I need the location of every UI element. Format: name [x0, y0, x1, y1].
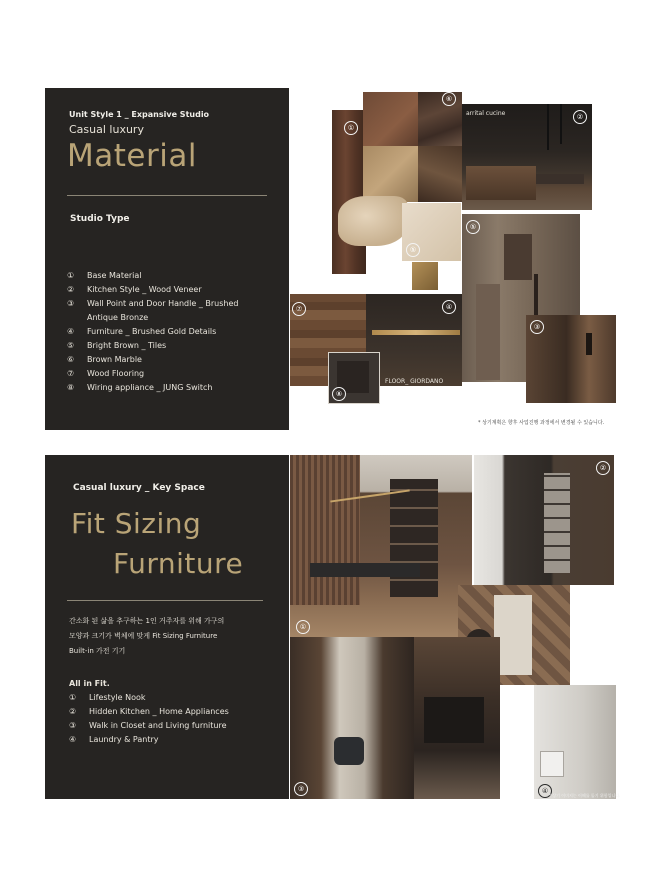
kitchen-island [536, 174, 584, 184]
kitchen-counter [466, 166, 536, 200]
list-item: ② Kitchen Style _ Wood Veneer [67, 285, 202, 294]
korean-description-line2: 모양과 크기가 벽체에 맞게 Fit Sizing Furniture [69, 632, 218, 640]
door-handle [586, 333, 592, 355]
list-item: ③ Wall Point and Door Handle _ Brushed [67, 299, 239, 308]
badge-7: ⑦ [292, 302, 306, 316]
shelf-unit [544, 473, 570, 573]
laundry-photo [534, 685, 616, 799]
furniture-disclaimer: * 상기 이미지는 이해를 돕기 위함입니다. [549, 793, 621, 798]
list-item: ⑥ Brown Marble [67, 355, 142, 364]
badge-4: ④ [442, 300, 456, 314]
furniture-divider [67, 600, 263, 601]
list-item: ⑦ Wood Flooring [67, 369, 145, 378]
badge-5b: ⑤ [466, 220, 480, 234]
pendant-light [547, 104, 549, 150]
badge-2: ② [573, 110, 587, 124]
unit-style-label: Unit Style 1 _ Expansive Studio [69, 110, 210, 119]
dark-marble-sample [418, 146, 462, 202]
furniture-subtitle: Casual luxury _ Key Space [73, 483, 205, 493]
list-item: Antique Bronze [87, 313, 149, 322]
furniture-text-panel [45, 455, 289, 799]
korean-description-line1: 간소화 된 삶을 추구하는 1인 거주자를 위해 가구의 [69, 617, 225, 625]
list-item: ⑤ Bright Brown _ Tiles [67, 341, 167, 350]
list-item: ④ Laundry & Pantry [69, 735, 159, 744]
living-room-photo [414, 637, 500, 799]
leather-sample [363, 146, 418, 202]
kitchen-photo [462, 104, 592, 210]
hidden-kitchen-photo [474, 455, 614, 585]
material-divider [67, 195, 267, 196]
desk [310, 563, 420, 577]
furniture-list [69, 691, 229, 747]
pendant-light [560, 104, 562, 144]
badge-4: ④ [538, 784, 552, 798]
bookshelf [390, 479, 438, 597]
badge-1: ① [296, 620, 310, 634]
material-disclaimer: * 상기계획은 향후 사업진행 과정에서 변경될 수 있습니다. [478, 420, 605, 426]
badge-2: ② [596, 461, 610, 475]
list-item: ① Lifestyle Nook [69, 693, 146, 702]
badge-1: ① [344, 121, 358, 135]
badge-3: ③ [294, 782, 308, 796]
badge-8: ⑧ [332, 387, 346, 401]
badge-5: ⑤ [406, 243, 420, 257]
material-subtitle: Casual luxury [69, 123, 144, 136]
kitchen-caption: arrital cucine [466, 110, 506, 117]
wall-niche [504, 234, 532, 280]
gold-strip [372, 330, 460, 335]
floor-caption: FLOOR_ GIORDANO [385, 378, 444, 385]
walk-in-closet-photo [290, 637, 414, 799]
material-list [67, 269, 238, 395]
studio-type-heading: Studio Type [70, 214, 130, 224]
korean-description-line3: Built-in 가전 기기 [69, 647, 126, 655]
list-item: ② Hidden Kitchen _ Home Appliances [69, 707, 229, 716]
badge-6: ⑥ [442, 92, 456, 106]
chair [334, 737, 364, 765]
fabric-sample [338, 196, 408, 246]
list-item: ① Base Material [67, 271, 142, 280]
gold-detail-sample [412, 262, 438, 290]
lifestyle-nook-photo [290, 455, 472, 637]
wall-block [476, 284, 500, 380]
badge-3: ③ [530, 320, 544, 334]
list-item: ⑧ Wiring appliance _ JUNG Switch [67, 383, 213, 392]
furniture-title-line2: Furniture [113, 547, 244, 580]
dark-cabinet [424, 697, 484, 743]
material-title: Material [67, 138, 197, 174]
material-text-panel [45, 88, 289, 430]
list-item: ④ Furniture _ Brushed Gold Details [67, 327, 217, 336]
list-item: ③ Walk in Closet and Living furniture [69, 721, 227, 730]
furniture-title-line1: Fit Sizing [71, 507, 202, 540]
brown-tile-sample [363, 92, 418, 146]
wood-slat-wall [290, 455, 360, 605]
washing-machine [540, 751, 564, 777]
all-in-fit-heading: All in Fit. [69, 679, 110, 688]
